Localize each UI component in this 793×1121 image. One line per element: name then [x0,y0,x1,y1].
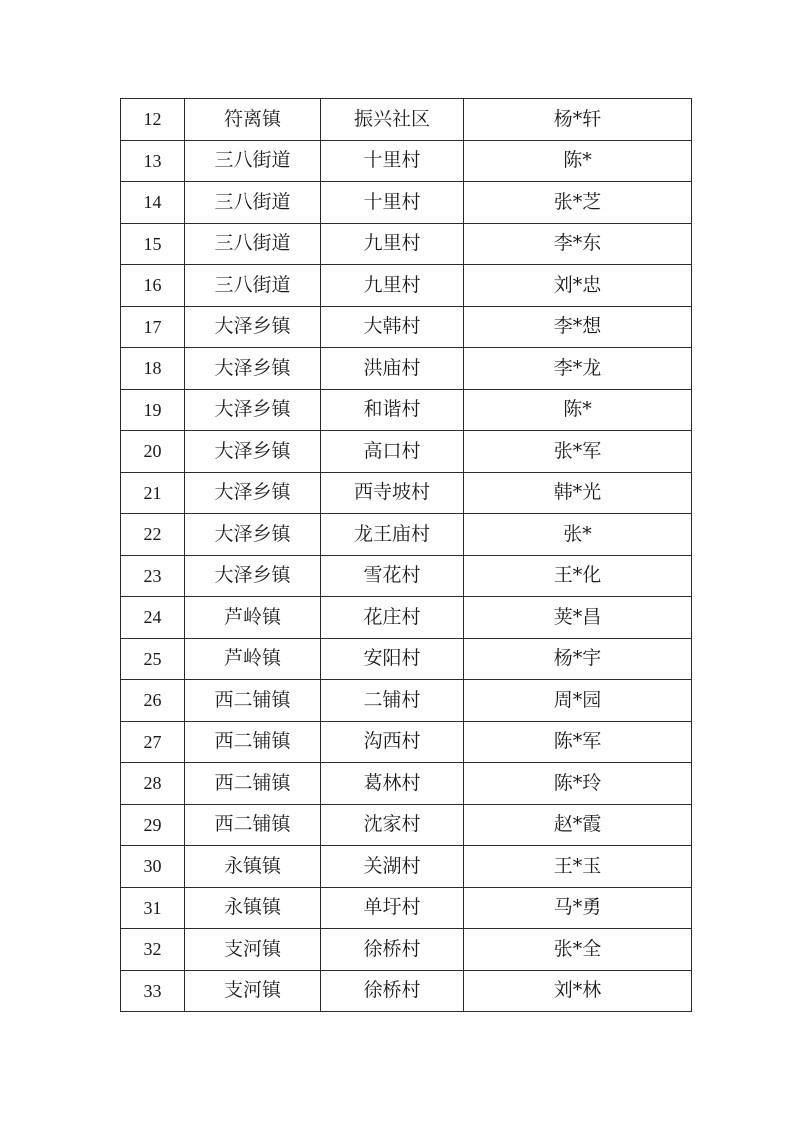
table-row [121,721,692,763]
name-cell: 杨*宇 [464,638,692,680]
village-cell: 西寺坡村 [321,472,464,514]
row-number-cell: 27 [121,721,185,763]
roster-table [120,98,692,1012]
town-cell: 芦岭镇 [185,597,321,639]
town-cell: 大泽乡镇 [185,306,321,348]
name-cell: 张*全 [464,929,692,971]
name-cell: 陈*军 [464,721,692,763]
town-cell: 西二铺镇 [185,763,321,805]
town-cell: 大泽乡镇 [185,389,321,431]
name-cell: 赵*霞 [464,804,692,846]
town-cell: 支河镇 [185,970,321,1012]
table-row [121,887,692,929]
table-row [121,597,692,639]
village-cell: 徐桥村 [321,970,464,1012]
row-number-cell: 19 [121,389,185,431]
name-cell: 李*东 [464,223,692,265]
table-row [121,804,692,846]
name-cell: 陈* [464,389,692,431]
row-number-cell: 21 [121,472,185,514]
town-cell: 大泽乡镇 [185,555,321,597]
name-cell: 李*想 [464,306,692,348]
town-cell: 永镇镇 [185,846,321,888]
town-cell: 大泽乡镇 [185,431,321,473]
table-row [121,140,692,182]
row-number-cell: 13 [121,140,185,182]
name-cell: 马*勇 [464,887,692,929]
row-number-cell: 14 [121,182,185,224]
name-cell: 韩*光 [464,472,692,514]
village-cell: 洪庙村 [321,348,464,390]
town-cell: 大泽乡镇 [185,348,321,390]
village-cell: 二铺村 [321,680,464,722]
table-row [121,970,692,1012]
village-cell: 九里村 [321,265,464,307]
name-cell: 王*化 [464,555,692,597]
table-row [121,99,692,141]
row-number-cell: 24 [121,597,185,639]
table-row [121,306,692,348]
name-cell: 周*园 [464,680,692,722]
village-cell: 徐桥村 [321,929,464,971]
row-number-cell: 22 [121,514,185,556]
row-number-cell: 30 [121,846,185,888]
name-cell: 荚*昌 [464,597,692,639]
row-number-cell: 15 [121,223,185,265]
row-number-cell: 26 [121,680,185,722]
village-cell: 沟西村 [321,721,464,763]
row-number-cell: 31 [121,887,185,929]
table-row [121,348,692,390]
town-cell: 三八街道 [185,182,321,224]
village-cell: 花庄村 [321,597,464,639]
name-cell: 杨*轩 [464,99,692,141]
town-cell: 三八街道 [185,140,321,182]
row-number-cell: 23 [121,555,185,597]
town-cell: 大泽乡镇 [185,472,321,514]
table-row [121,182,692,224]
row-number-cell: 32 [121,929,185,971]
row-number-cell: 28 [121,763,185,805]
table-row [121,763,692,805]
table-row [121,555,692,597]
name-cell: 张*芝 [464,182,692,224]
row-number-cell: 20 [121,431,185,473]
town-cell: 西二铺镇 [185,804,321,846]
name-cell: 李*龙 [464,348,692,390]
town-cell: 芦岭镇 [185,638,321,680]
village-cell: 葛林村 [321,763,464,805]
row-number-cell: 29 [121,804,185,846]
name-cell: 刘*忠 [464,265,692,307]
table-row [121,472,692,514]
table-row [121,638,692,680]
village-cell: 龙王庙村 [321,514,464,556]
table-row [121,431,692,473]
row-number-cell: 25 [121,638,185,680]
name-cell: 刘*林 [464,970,692,1012]
village-cell: 十里村 [321,140,464,182]
name-cell: 张* [464,514,692,556]
name-cell: 王*玉 [464,846,692,888]
town-cell: 支河镇 [185,929,321,971]
table-row [121,680,692,722]
row-number-cell: 16 [121,265,185,307]
village-cell: 关湖村 [321,846,464,888]
row-number-cell: 17 [121,306,185,348]
row-number-cell: 18 [121,348,185,390]
village-cell: 大韩村 [321,306,464,348]
name-cell: 陈*玲 [464,763,692,805]
village-cell: 和谐村 [321,389,464,431]
table-row [121,389,692,431]
name-cell: 张*军 [464,431,692,473]
town-cell: 三八街道 [185,265,321,307]
name-cell: 陈* [464,140,692,182]
table-row [121,846,692,888]
row-number-cell: 12 [121,99,185,141]
table-row [121,223,692,265]
table-row [121,265,692,307]
village-cell: 单圩村 [321,887,464,929]
town-cell: 永镇镇 [185,887,321,929]
town-cell: 西二铺镇 [185,680,321,722]
town-cell: 符离镇 [185,99,321,141]
row-number-cell: 33 [121,970,185,1012]
village-cell: 沈家村 [321,804,464,846]
village-cell: 十里村 [321,182,464,224]
village-cell: 雪花村 [321,555,464,597]
roster-table-body [121,99,692,1012]
town-cell: 西二铺镇 [185,721,321,763]
village-cell: 安阳村 [321,638,464,680]
town-cell: 大泽乡镇 [185,514,321,556]
village-cell: 振兴社区 [321,99,464,141]
village-cell: 九里村 [321,223,464,265]
table-row [121,929,692,971]
village-cell: 高口村 [321,431,464,473]
town-cell: 三八街道 [185,223,321,265]
table-row [121,514,692,556]
